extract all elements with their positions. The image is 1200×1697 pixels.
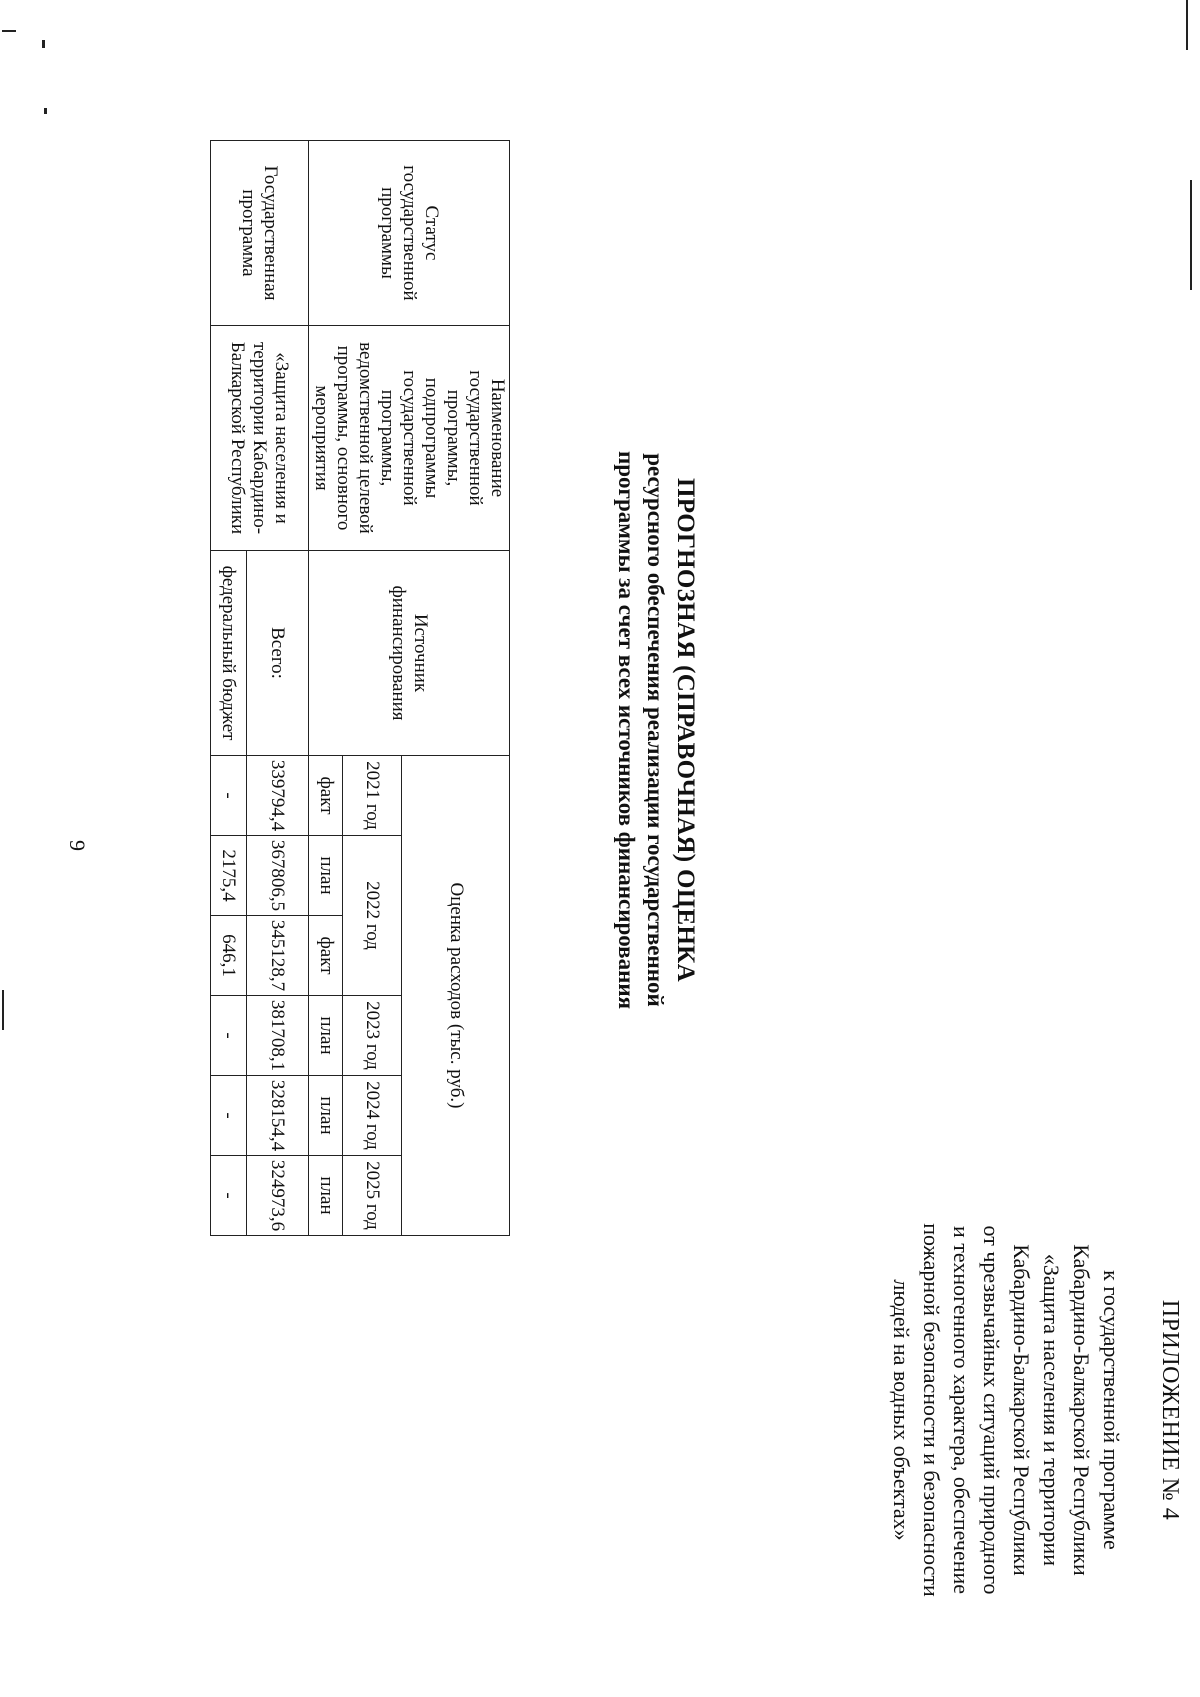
cell-plan-2023: 381708,1 [247,996,309,1076]
cell-plan-2022: 367806,5 [247,836,309,916]
header-year-2025: 2025 год [343,1156,402,1236]
cell-fact-2021: - [211,756,247,836]
cell-fact-2022: 646,1 [211,916,247,996]
appendix-line: пожарной безопасности и безопасности [919,1223,944,1597]
table-row [247,141,309,1236]
header-status: Статус государственной программы [309,141,510,326]
header-year-2021: 2021 год [343,756,402,836]
header-plan: план [309,1076,343,1156]
row-source-federal: федеральный бюджет [211,551,247,756]
header-estimate: Оценка расходов (тыс. руб.) [402,756,510,1236]
header-name: Наименование государственной программы, подпрограммы государственной программы, ведомственной целевой программы, основного мероприятия [309,326,510,551]
appendix-line: «Защита населения и территории [1039,1253,1064,1567]
document-heading [612,350,700,1110]
cell-plan-2022: 2175,4 [211,836,247,916]
header-plan: план [309,1156,343,1236]
heading-subtitle: программы за счет всех источников финансирования [614,450,639,1010]
page-number: 9 [65,840,90,851]
appendix-line: от чрезвычайных ситуаций природного [979,1225,1004,1595]
cell-plan-2023: - [211,996,247,1076]
header-year-2022: 2022 год [343,836,402,996]
appendix-line: к государственной программе [1099,1270,1124,1550]
appendix-title: ПРИЛОЖЕНИЕ № 4 [1157,1299,1183,1521]
row-status: Государственная программа [211,141,309,326]
row-name: «Защита населения и территории Кабардино-Балкарской Республики [211,326,309,551]
header-year-2023: 2023 год [343,996,402,1076]
cell-plan-2025: 324973,6 [247,1156,309,1236]
header-fact: факт [309,756,343,836]
appendix-line: Кабардино-Балкарской Республики [1069,1244,1094,1576]
header-source: Источник финансирования [309,551,510,756]
header-year-2024: 2024 год [343,1076,402,1156]
cell-plan-2024: 328154,4 [247,1076,309,1156]
appendix-line: Кабардино-Балкарской Республики [1009,1244,1034,1576]
heading-title: ПРОГНОЗНАЯ (СПРАВОЧНАЯ) ОЦЕНКА [672,478,699,982]
row-source-total: Всего: [247,551,309,756]
cell-plan-2025: - [211,1156,247,1236]
appendix-line: и техногенного характера, обеспечение [949,1225,974,1595]
cell-fact-2022: 345128,7 [247,916,309,996]
funding-table [210,140,510,1236]
heading-subtitle: ресурсного обеспечения реализации государственной [643,453,668,1007]
header-fact: факт [309,916,343,996]
header-plan: план [309,836,343,916]
cell-fact-2021: 339794,4 [247,756,309,836]
appendix-block [886,1180,1184,1640]
cell-plan-2024: - [211,1076,247,1156]
header-plan: план [309,996,343,1076]
appendix-line: людей на водных объектах» [889,1279,914,1541]
